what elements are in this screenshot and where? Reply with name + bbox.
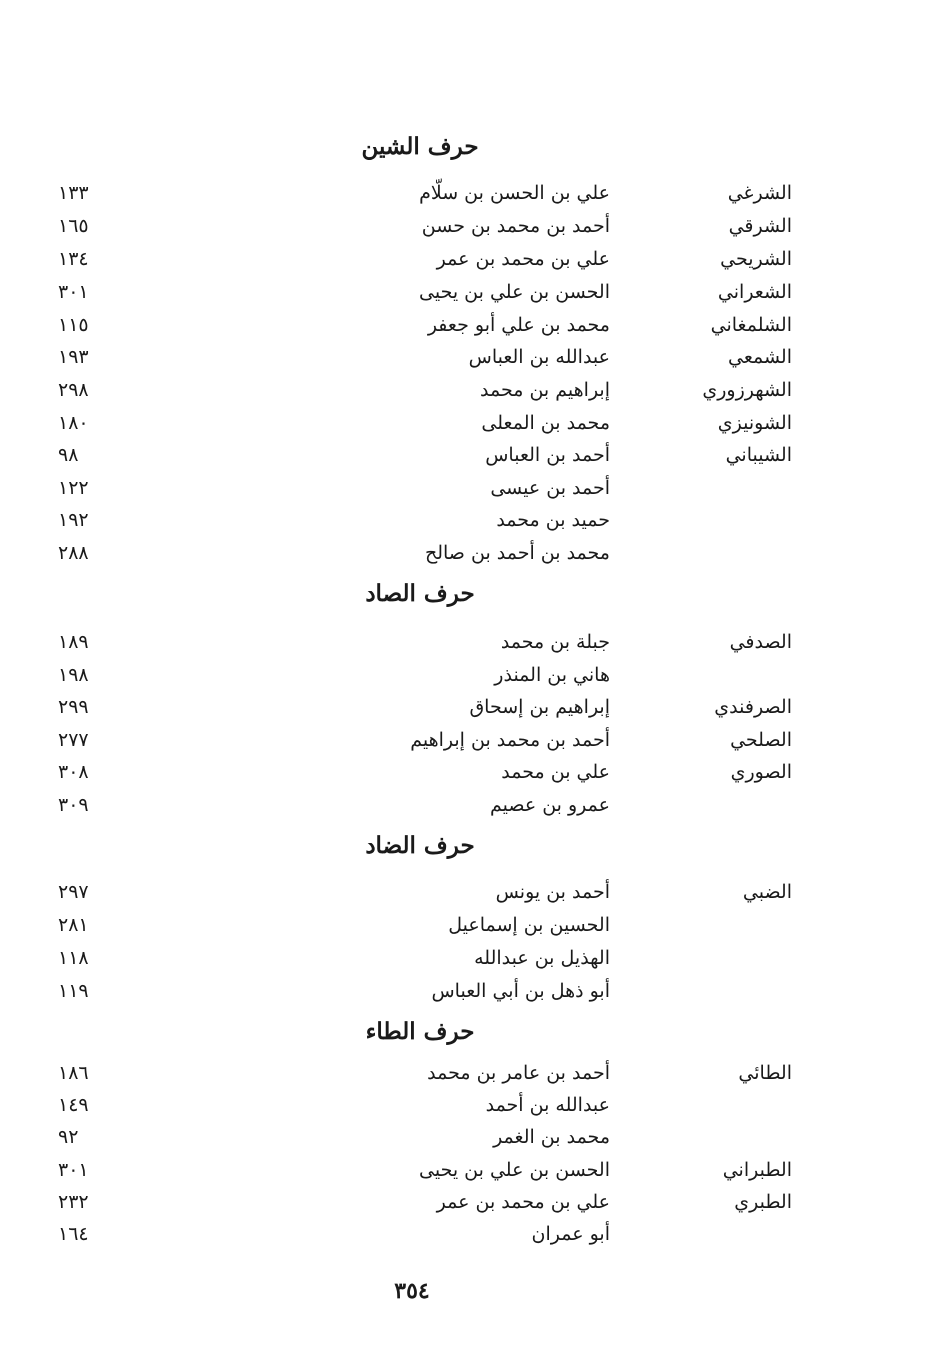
index-entry bbox=[50, 1218, 800, 1250]
index-entry bbox=[50, 276, 800, 308]
entry-name: الحسن بن علي بن يحيى bbox=[419, 1159, 610, 1181]
entry-page-number: ٢٨٨ bbox=[58, 542, 89, 564]
entry-name: علي بن الحسن بن سلّام bbox=[419, 182, 610, 204]
entry-page-number: ٣٠١ bbox=[58, 281, 89, 303]
entry-name: عبدالله بن العباس bbox=[468, 346, 610, 368]
index-entry bbox=[50, 341, 800, 373]
entry-name: علي بن محمد bbox=[501, 761, 610, 783]
entry-page-number: ١١٥ bbox=[58, 314, 89, 336]
index-entry bbox=[50, 789, 800, 821]
entry-nisba: الضبي bbox=[742, 881, 792, 903]
entry-name: محمد بن المعلى bbox=[481, 412, 610, 434]
entry-page-number: ١١٩ bbox=[58, 980, 89, 1002]
entry-name: حميد بن محمد bbox=[496, 509, 610, 531]
entry-name: الحسن بن علي بن يحيى bbox=[419, 281, 610, 303]
section-heading-shin: حرف الشين bbox=[361, 133, 479, 160]
entry-nisba: الطبراني bbox=[722, 1159, 792, 1181]
entry-name: أحمد بن العباس bbox=[485, 444, 610, 466]
entry-page-number: ٩٢ bbox=[58, 1126, 79, 1148]
index-entry bbox=[50, 876, 800, 908]
index-entry bbox=[50, 1057, 800, 1089]
index-entry bbox=[50, 1121, 800, 1153]
entry-page-number: ١٢٢ bbox=[58, 477, 89, 499]
entry-nisba: الشرقي bbox=[728, 215, 792, 237]
entry-nisba: الشمعي bbox=[727, 346, 792, 368]
entry-name: علي بن محمد بن عمر bbox=[436, 1191, 610, 1213]
index-entry bbox=[50, 1089, 800, 1121]
entry-page-number: ٢٨١ bbox=[58, 914, 89, 936]
entry-nisba: الشلمغاني bbox=[710, 314, 792, 336]
entry-name: أحمد بن عامر بن محمد bbox=[427, 1062, 610, 1084]
entry-name: محمد بن علي أبو جعفر bbox=[427, 314, 610, 336]
index-entry bbox=[50, 1154, 800, 1186]
entry-page-number: ١٨٩ bbox=[58, 631, 89, 653]
entry-name: أحمد بن عيسى bbox=[490, 477, 610, 499]
entry-page-number: ٣٠١ bbox=[58, 1159, 89, 1181]
entry-name: أبو عمران bbox=[531, 1223, 610, 1245]
entry-name: هاني بن المنذر bbox=[494, 664, 610, 686]
index-entry bbox=[50, 909, 800, 941]
index-entry bbox=[50, 1186, 800, 1218]
entry-page-number: ٢٩٨ bbox=[58, 379, 89, 401]
section-heading-dad: حرف الضاد bbox=[365, 832, 475, 859]
index-entry bbox=[50, 626, 800, 658]
entry-page-number: ١٣٣ bbox=[58, 182, 89, 204]
entry-name: أحمد بن يونس bbox=[495, 881, 610, 903]
entry-name: محمد بن أحمد بن صالح bbox=[424, 542, 610, 564]
entry-page-number: ١٣٤ bbox=[58, 248, 89, 270]
entry-nisba: الصدفي bbox=[729, 631, 792, 653]
entry-nisba: الشيباني bbox=[725, 444, 792, 466]
entry-page-number: ١٦٤ bbox=[58, 1223, 89, 1245]
entry-page-number: ١١٨ bbox=[58, 947, 89, 969]
index-entry bbox=[50, 472, 800, 504]
entry-page-number: ١٤٩ bbox=[58, 1094, 89, 1116]
index-entry bbox=[50, 942, 800, 974]
index-entry bbox=[50, 210, 800, 242]
index-entry bbox=[50, 439, 800, 471]
entry-nisba: الطبري bbox=[734, 1191, 792, 1213]
entry-page-number: ١٨٦ bbox=[58, 1062, 89, 1084]
entry-nisba: الشعراني bbox=[717, 281, 792, 303]
section-heading-ta: حرف الطاء bbox=[365, 1018, 475, 1045]
index-entry bbox=[50, 756, 800, 788]
entry-page-number: ١٩٣ bbox=[58, 346, 89, 368]
entry-name: أبو ذهل بن أبي العباس bbox=[431, 980, 610, 1002]
entry-nisba: الصلحي bbox=[730, 729, 792, 751]
entry-page-number: ٣٠٩ bbox=[58, 794, 89, 816]
index-entry bbox=[50, 537, 800, 569]
entry-page-number: ١٨٠ bbox=[58, 412, 89, 434]
entry-page-number: ٢٧٧ bbox=[58, 729, 89, 751]
entry-page-number: ٢٩٧ bbox=[58, 881, 89, 903]
entry-page-number: ٢٣٢ bbox=[58, 1191, 89, 1213]
entry-nisba: الشريحي bbox=[720, 248, 792, 270]
entry-page-number: ٩٨ bbox=[58, 444, 79, 466]
entry-name: جبلة بن محمد bbox=[500, 631, 610, 653]
entry-nisba: الصرفندي bbox=[714, 696, 792, 718]
entry-nisba: الشهرزوري bbox=[702, 379, 792, 401]
entry-name: محمد بن الغمر bbox=[493, 1126, 610, 1148]
entry-page-number: ١٦٥ bbox=[58, 215, 89, 237]
entry-page-number: ١٩٢ bbox=[58, 509, 89, 531]
index-entry bbox=[50, 243, 800, 275]
entry-name: إبراهيم بن محمد bbox=[480, 379, 610, 401]
entry-name: أحمد بن محمد بن حسن bbox=[421, 215, 610, 237]
entry-name: عمرو بن عصيم bbox=[489, 794, 610, 816]
entry-name: الهذيل بن عبدالله bbox=[474, 947, 610, 969]
index-entry bbox=[50, 659, 800, 691]
index-entry bbox=[50, 691, 800, 723]
index-entry bbox=[50, 374, 800, 406]
entry-page-number: ١٩٨ bbox=[58, 664, 89, 686]
index-entry bbox=[50, 975, 800, 1007]
entry-page-number: ٢٩٩ bbox=[58, 696, 89, 718]
entry-nisba: الطائي bbox=[738, 1062, 792, 1084]
entry-name: الحسين بن إسماعيل bbox=[448, 914, 610, 936]
section-heading-sad: حرف الصاد bbox=[365, 580, 475, 607]
index-entry bbox=[50, 309, 800, 341]
index-entry bbox=[50, 724, 800, 756]
entry-name: إبراهيم بن إسحاق bbox=[469, 696, 610, 718]
index-entry bbox=[50, 177, 800, 209]
entry-name: أحمد بن محمد بن إبراهيم bbox=[410, 729, 610, 751]
index-entry bbox=[50, 504, 800, 536]
entry-nisba: الشونيزي bbox=[717, 412, 792, 434]
entry-name: عبدالله بن أحمد bbox=[485, 1094, 610, 1116]
entry-nisba: الشرغي bbox=[727, 182, 792, 204]
page-number: ٣٥٤ bbox=[394, 1278, 430, 1304]
entry-nisba: الصوري bbox=[730, 761, 792, 783]
index-entry bbox=[50, 407, 800, 439]
entry-page-number: ٣٠٨ bbox=[58, 761, 89, 783]
entry-name: علي بن محمد بن عمر bbox=[436, 248, 610, 270]
